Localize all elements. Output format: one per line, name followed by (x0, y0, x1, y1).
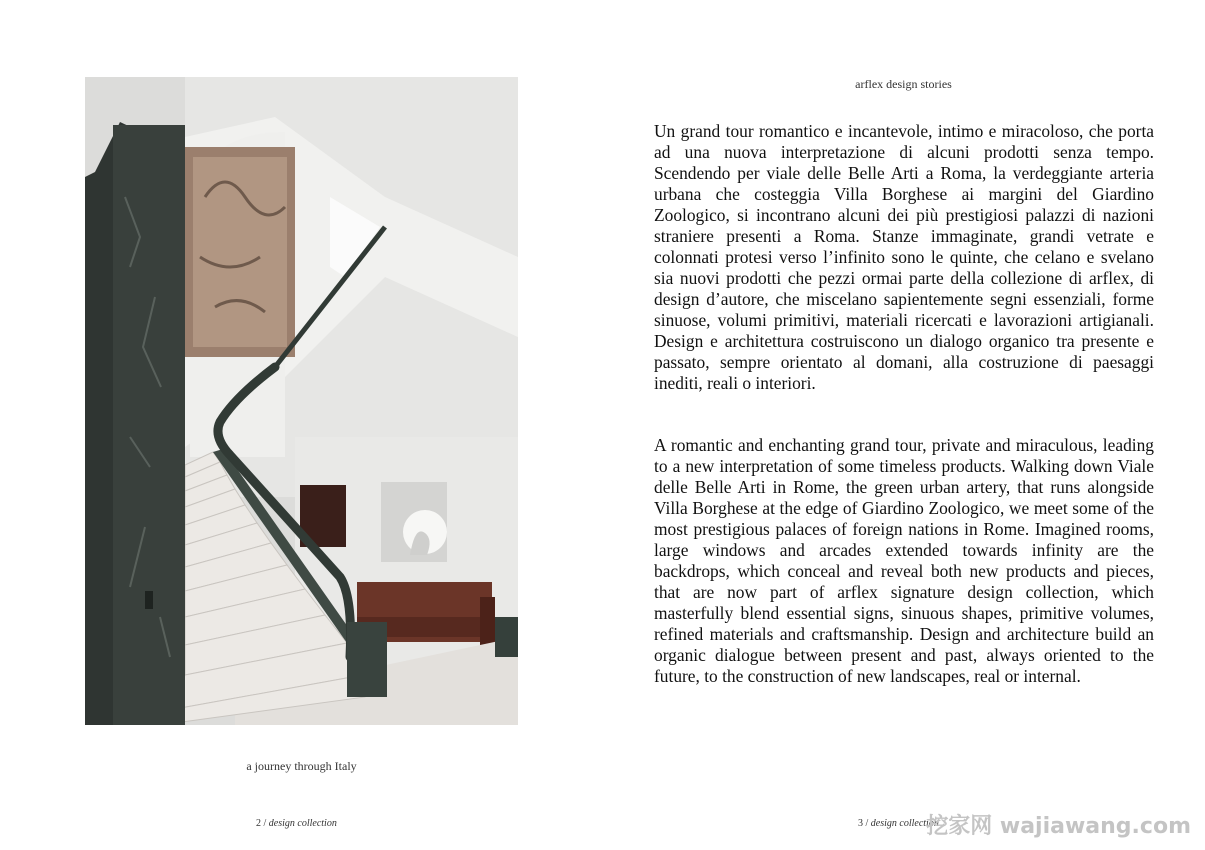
paragraph-english: A romantic and enchanting grand tour, private and miraculous, leading to a new interpretation of some timeless products. Walking down Viale delle Belle Arti in Rome, the green urban artery, that runs alongside Villa Borghese at the edge of Giardino Zoologico, we meet some of the most prestigious palaces of foreign nations in Rome. Imagined rooms, large windows and arcades extended towards infinity are the backdrops, which conceal and reveal both new products and pieces, that are now part of arflex signature design collection, which masterfully blend essential signs, sinuous shapes, primitive volumes, refined materials and craftsmanship. Design and architecture build an organic dialogue between present and past, always oriented to the future, to the construction of new landscapes, real or internal. (654, 435, 1154, 686)
folio-left (256, 818, 337, 829)
paragraph-italian: Un grand tour romantico e incantevole, intimo e miracoloso, che porta ad una nuova interpretazione di alcuni prodotti senza tempo. Scendendo per viale delle Belle Arti a Roma, la verdeggiante arteria urbana che costeggia Villa Borghese ai margini del Giardino Zoologico, si incontrano alcuni dei più prestigiosi palazzi di nazioni straniere presenti a Roma. Stanze immaginate, grandi vetrate e colonnati protesi verso l’infinito sono le quinte, che celano e svelano sia nuovi prodotti che pezzi ormai parte della collezione di arflex, di design d’autore, che miscelano sapientemente segni essenziali, forme sinuose, volumi primitivi, materiali ricercati e lavorazioni artigianali. Design e architettura costruiscono un dialogo organico tra presente e passato, sempre orientato al domani, alla costruzione di paesaggi inediti, reali o interiori. (654, 121, 1154, 393)
staircase-photo (85, 77, 518, 725)
page-number: 2 / (256, 818, 267, 829)
folio-label: design collection (268, 818, 337, 829)
folio-label: design collection (870, 818, 939, 829)
photo-caption: a journey through Italy (246, 759, 357, 773)
watermark: 挖家网 wajiawang.com (926, 814, 1191, 839)
running-head: arflex design stories (855, 77, 952, 91)
left-page (0, 0, 602, 850)
right-page (602, 0, 1205, 850)
staircase-illustration (85, 77, 518, 725)
page-number: 3 / (858, 818, 869, 829)
